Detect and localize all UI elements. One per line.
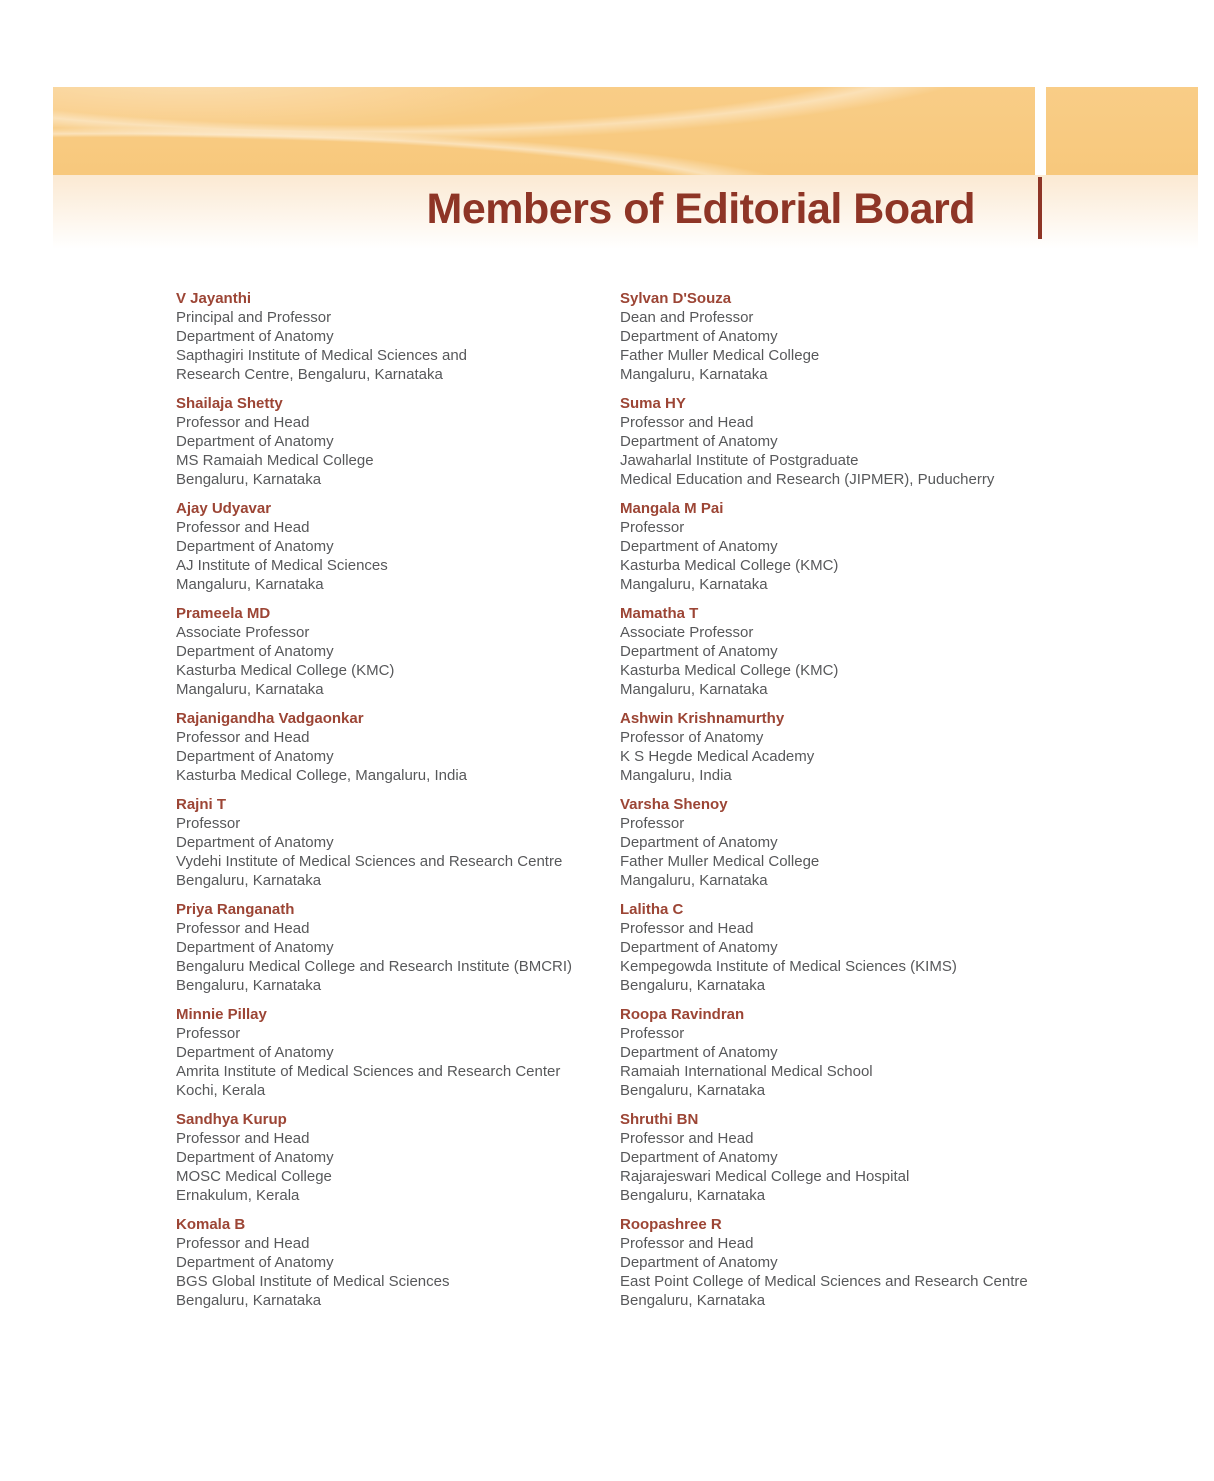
member-name: Ashwin Krishnamurthy (620, 710, 785, 727)
member-line: Father Muller Medical College (620, 347, 820, 364)
member-line: Department of Anatomy (176, 433, 334, 450)
member-entry (620, 1110, 1028, 1205)
member-line: K S Hegde Medical Academy (620, 748, 815, 765)
member-line: Professor (620, 519, 685, 536)
member-line: Mangaluru, Karnataka (620, 681, 768, 698)
member-line: Research Centre, Bengaluru, Karnataka (176, 366, 443, 383)
member-lines (620, 1129, 1028, 1205)
member-line: Department of Anatomy (620, 433, 778, 450)
member-line: Bengaluru Medical College and Research Institute (BMCRI) (176, 958, 573, 975)
member-line: Professor and Head (620, 920, 754, 937)
member-line: Department of Anatomy (176, 1254, 334, 1271)
member-entry (176, 1110, 620, 1205)
member-line: BGS Global Institute of Medical Sciences (176, 1273, 450, 1290)
member-line: Department of Anatomy (176, 328, 334, 345)
member-line: Department of Anatomy (620, 1149, 778, 1166)
member-line: Medical Education and Research (JIPMER), Puducherry (620, 471, 995, 488)
member-lines (176, 308, 620, 384)
member-entry (176, 499, 620, 594)
member-line: Amrita Institute of Medical Sciences and Research Center (176, 1063, 561, 1080)
member-name: Prameela MD (176, 605, 271, 622)
member-line: Department of Anatomy (620, 328, 778, 345)
member-line: East Point College of Medical Sciences and Research Centre (620, 1273, 1028, 1290)
member-line: Professor and Head (176, 920, 310, 937)
member-line: Professor and Head (176, 1130, 310, 1147)
member-line: AJ Institute of Medical Sciences (176, 557, 388, 574)
member-entry (620, 795, 1028, 890)
member-line: Bengaluru, Karnataka (620, 1187, 766, 1204)
member-name: Priya Ranganath (176, 901, 295, 918)
member-entry (620, 1215, 1028, 1310)
member-line: Professor (176, 1025, 241, 1042)
member-entry (620, 1005, 1028, 1100)
member-name: Shruthi BN (620, 1111, 699, 1128)
member-line: Father Muller Medical College (620, 853, 820, 870)
member-line: Department of Anatomy (176, 939, 334, 956)
member-line: Professor and Head (176, 414, 310, 431)
member-lines (620, 919, 1028, 995)
member-name: Mamatha T (620, 605, 699, 622)
member-line: Kempegowda Institute of Medical Sciences (KIMS) (620, 958, 957, 975)
member-line: Ernakulum, Kerala (176, 1187, 300, 1204)
member-line: Professor and Head (176, 729, 310, 746)
member-line: Professor (176, 815, 241, 832)
member-lines (620, 308, 1028, 384)
member-line: Ramaiah International Medical School (620, 1063, 873, 1080)
member-line: Bengaluru, Karnataka (620, 977, 766, 994)
column-right (620, 289, 1028, 1320)
member-line: Associate Professor (620, 624, 754, 641)
member-line: Professor (620, 1025, 685, 1042)
member-entry (176, 289, 620, 384)
title-divider-rule (1038, 177, 1042, 239)
member-line: Bengaluru, Karnataka (176, 977, 322, 994)
member-name: Rajni T (176, 796, 227, 813)
member-line: Mangaluru, Karnataka (176, 681, 324, 698)
member-entry (620, 709, 1028, 785)
member-name: Shailaja Shetty (176, 395, 283, 412)
member-line: Professor and Head (620, 414, 754, 431)
member-line: Kasturba Medical College, Mangaluru, India (176, 767, 467, 784)
member-lines (620, 413, 1028, 489)
member-line: Bengaluru, Karnataka (176, 872, 322, 889)
member-line: Department of Anatomy (176, 643, 334, 660)
member-name: Sandhya Kurup (176, 1111, 287, 1128)
member-line: Professor and Head (620, 1235, 754, 1252)
member-line: Mangaluru, Karnataka (620, 576, 768, 593)
member-line: Sapthagiri Institute of Medical Sciences and (176, 347, 467, 364)
member-line: Associate Professor (176, 624, 310, 641)
member-line: Department of Anatomy (620, 834, 778, 851)
member-line: Kasturba Medical College (KMC) (176, 662, 395, 679)
member-name: Komala B (176, 1216, 246, 1233)
member-entry (176, 709, 620, 785)
member-line: Principal and Professor (176, 309, 332, 326)
member-entry (620, 394, 1028, 489)
member-name: Suma HY (620, 395, 686, 412)
column-left (176, 289, 620, 1320)
member-lines (176, 814, 620, 890)
member-line: Department of Anatomy (176, 748, 334, 765)
member-lines (176, 1234, 620, 1310)
member-line: Mangaluru, India (620, 767, 732, 784)
member-lines (176, 413, 620, 489)
member-name: Mangala M Pai (620, 500, 724, 517)
member-line: Department of Anatomy (176, 1149, 334, 1166)
member-name: Ajay Udyavar (176, 500, 272, 517)
page-title: Members of Editorial Board (426, 185, 975, 233)
member-entry (176, 900, 620, 995)
member-lines (620, 623, 1028, 699)
member-line: Professor (620, 815, 685, 832)
member-line: Professor and Head (176, 519, 310, 536)
member-line: Professor and Head (620, 1130, 754, 1147)
member-lines (176, 728, 620, 785)
member-entry (176, 1005, 620, 1100)
member-lines (620, 814, 1028, 890)
member-line: Bengaluru, Karnataka (176, 1292, 322, 1309)
member-name: Varsha Shenoy (620, 796, 728, 813)
member-line: Dean and Professor (620, 309, 754, 326)
member-line: Kasturba Medical College (KMC) (620, 557, 839, 574)
member-entry (176, 1215, 620, 1310)
member-line: Department of Anatomy (176, 538, 334, 555)
member-name: Lalitha C (620, 901, 684, 918)
member-line: Kochi, Kerala (176, 1082, 266, 1099)
member-line: Department of Anatomy (620, 1254, 778, 1271)
member-line: Department of Anatomy (620, 1044, 778, 1061)
member-name: Minnie Pillay (176, 1006, 267, 1023)
member-name: Sylvan D'Souza (620, 290, 732, 307)
member-line: Professor of Anatomy (620, 729, 764, 746)
members-grid (176, 289, 1028, 1320)
header-banner (53, 87, 1035, 175)
member-lines (176, 518, 620, 594)
member-name: Roopashree R (620, 1216, 722, 1233)
member-line: Department of Anatomy (176, 1044, 334, 1061)
member-line: MOSC Medical College (176, 1168, 332, 1185)
member-entry (176, 795, 620, 890)
member-line: Bengaluru, Karnataka (176, 471, 322, 488)
member-lines (620, 1024, 1028, 1100)
member-line: MS Ramaiah Medical College (176, 452, 374, 469)
header-banner-right-block (1046, 87, 1198, 175)
member-line: Department of Anatomy (620, 939, 778, 956)
member-line: Department of Anatomy (620, 643, 778, 660)
member-line: Department of Anatomy (620, 538, 778, 555)
member-entry (176, 604, 620, 699)
member-line: Mangaluru, Karnataka (620, 366, 768, 383)
member-line: Department of Anatomy (176, 834, 334, 851)
member-entry (176, 394, 620, 489)
member-lines (176, 1024, 620, 1100)
member-line: Professor and Head (176, 1235, 310, 1252)
member-lines (176, 919, 620, 995)
member-name: Roopa Ravindran (620, 1006, 745, 1023)
member-name: Rajanigandha Vadgaonkar (176, 710, 364, 727)
member-lines (620, 728, 1028, 785)
member-lines (620, 1234, 1028, 1310)
member-line: Vydehi Institute of Medical Sciences and Research Centre (176, 853, 563, 870)
member-line: Mangaluru, Karnataka (176, 576, 324, 593)
member-line: Kasturba Medical College (KMC) (620, 662, 839, 679)
member-lines (176, 623, 620, 699)
member-entry (620, 604, 1028, 699)
member-name: V Jayanthi (176, 290, 252, 307)
member-line: Jawaharlal Institute of Postgraduate (620, 452, 859, 469)
member-lines (176, 1129, 620, 1205)
member-line: Bengaluru, Karnataka (620, 1082, 766, 1099)
member-line: Rajarajeswari Medical College and Hospital (620, 1168, 910, 1185)
member-lines (620, 518, 1028, 594)
member-line: Mangaluru, Karnataka (620, 872, 768, 889)
member-line: Bengaluru, Karnataka (620, 1292, 766, 1309)
member-entry (620, 900, 1028, 995)
member-entry (620, 499, 1028, 594)
member-entry (620, 289, 1028, 384)
